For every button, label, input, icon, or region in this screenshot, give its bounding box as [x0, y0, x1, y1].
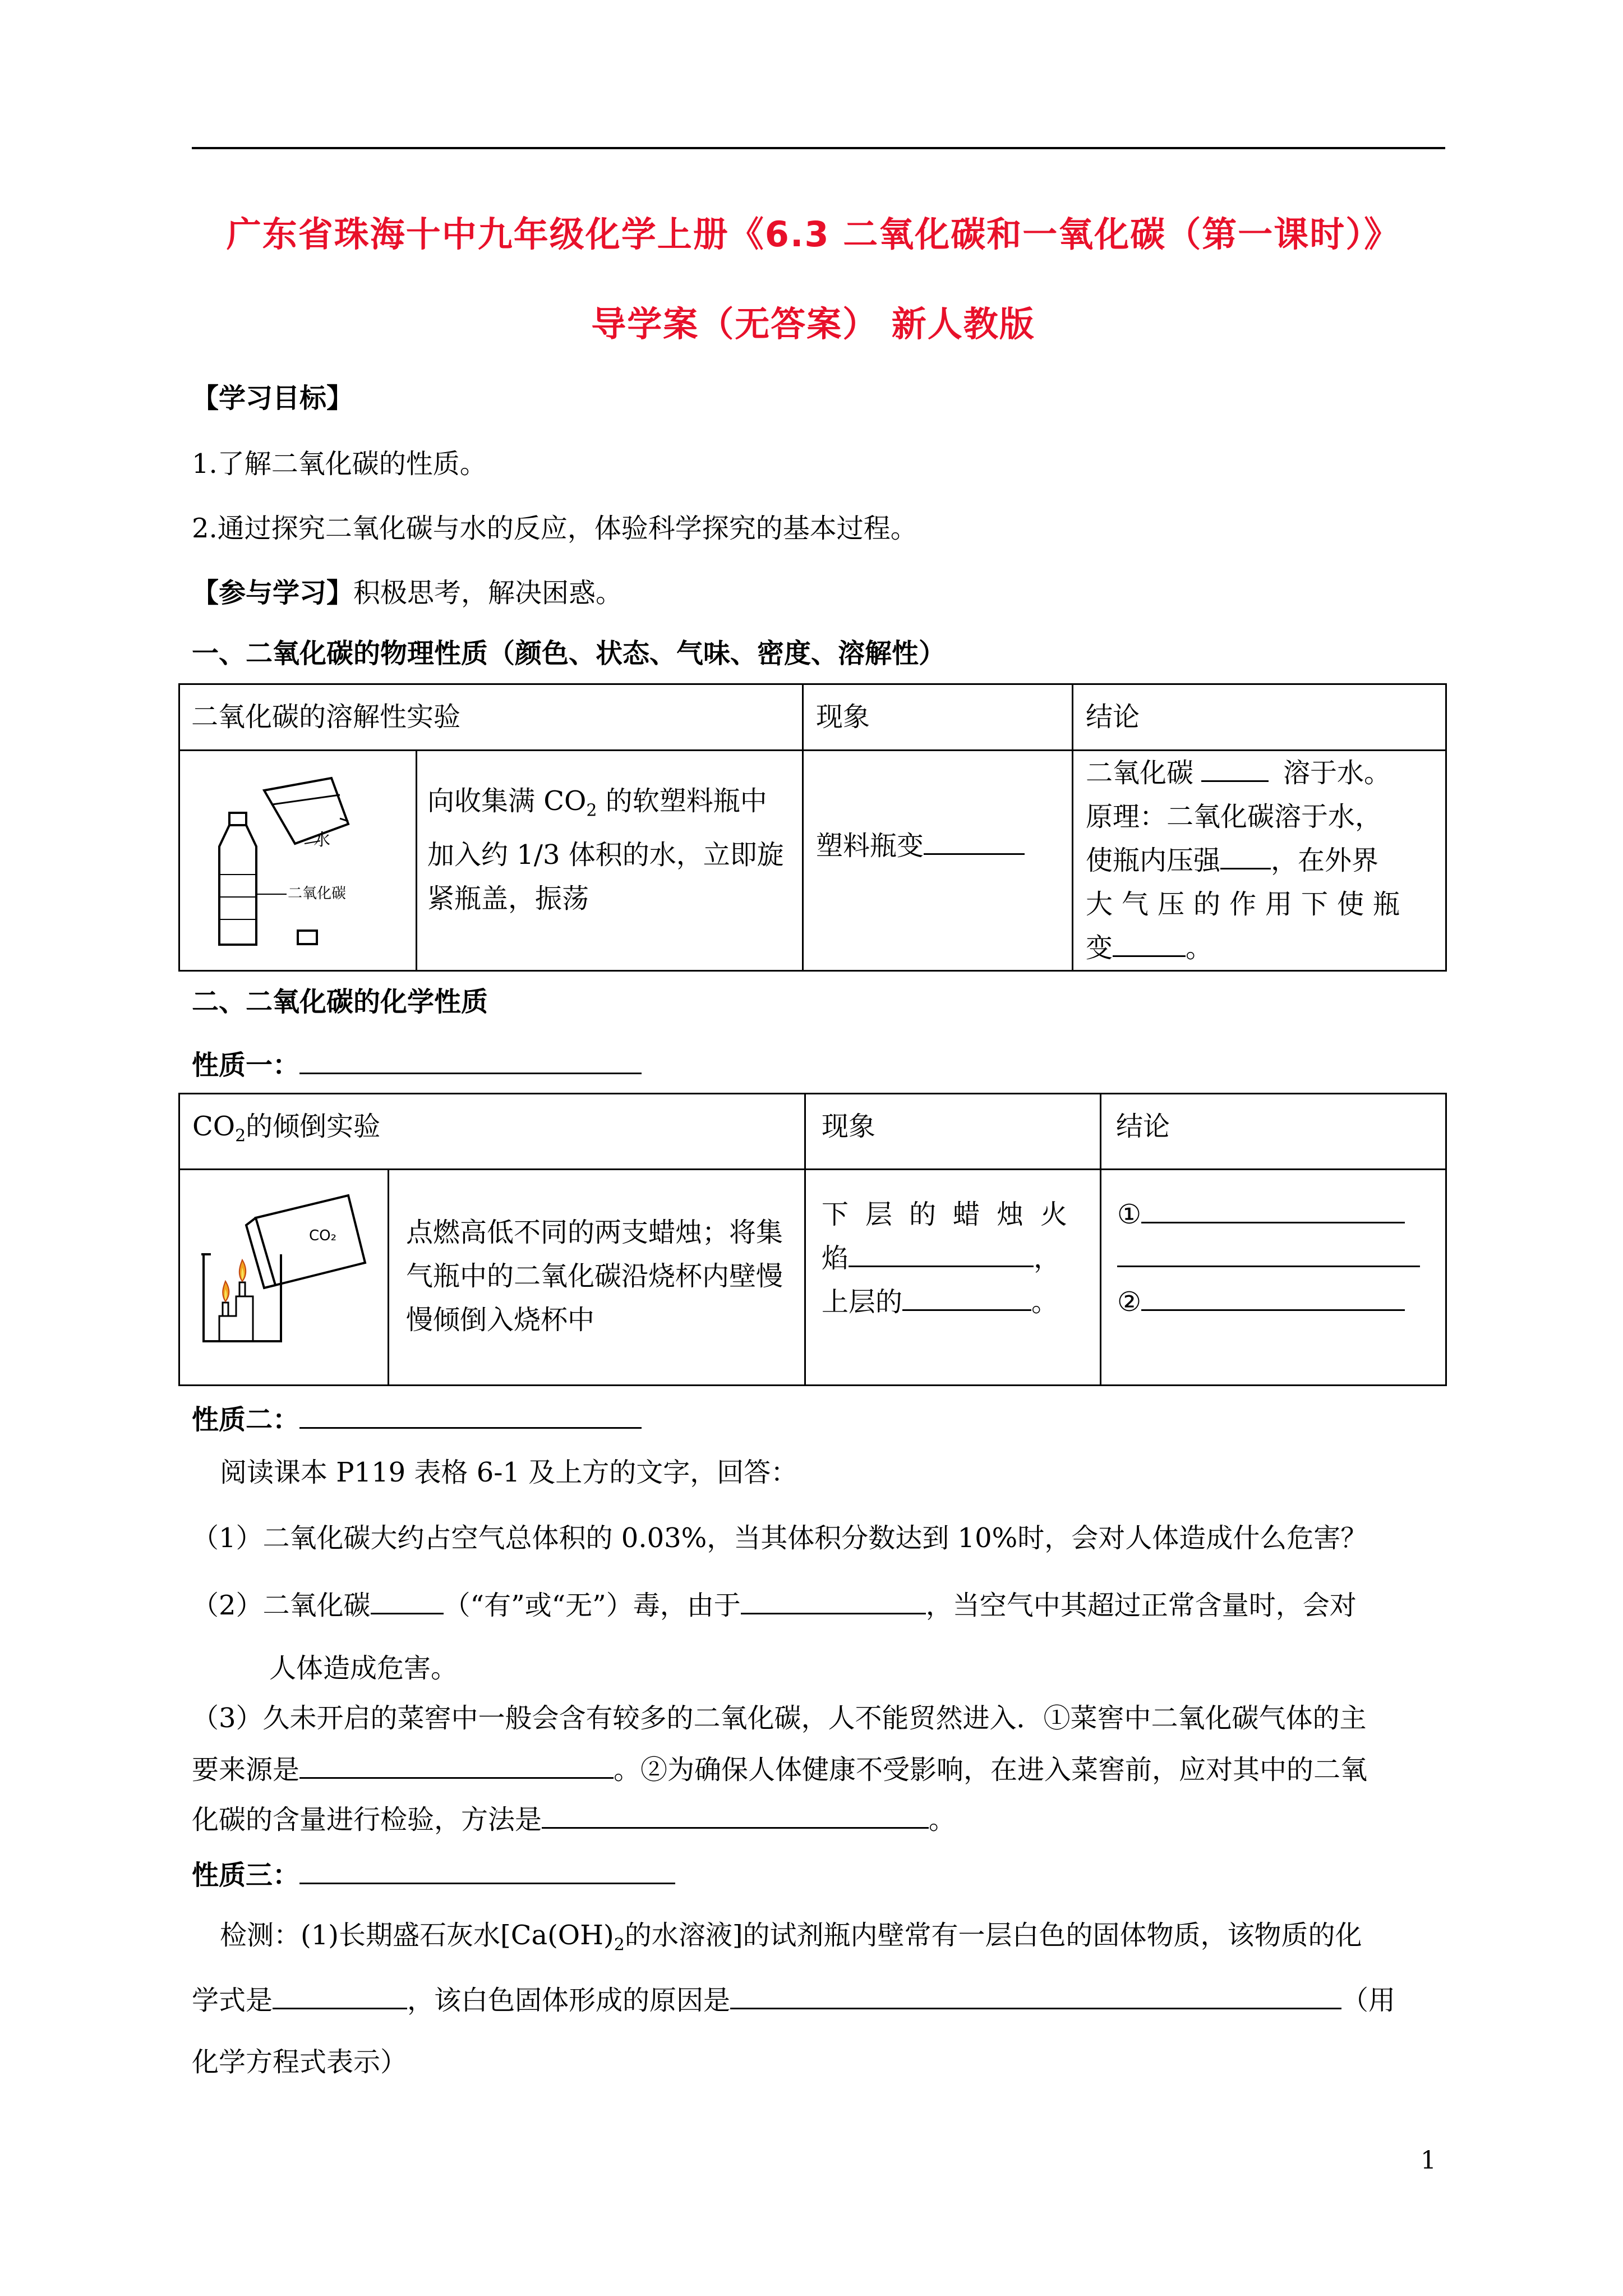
- title-line-1: 广东省珠海十中九年级化学上册《6.3 二氧化碳和一氧化碳（第一课时）》: [226, 214, 1400, 255]
- phenomenon-blank[interactable]: [924, 827, 1025, 855]
- read-instruction: 阅读课本 P119 表格 6-1 及上方的文字，回答：: [220, 1457, 798, 1488]
- property-1-blank[interactable]: [299, 1047, 642, 1074]
- table2-phenomenon: 下层的蜡烛火 焰 ， 上层的 。: [805, 1169, 1101, 1385]
- toxic-blank[interactable]: [371, 1587, 444, 1614]
- conclusion-1-blank-cont[interactable]: [1117, 1240, 1420, 1267]
- conclusion-2-blank[interactable]: [1141, 1283, 1405, 1311]
- test-method-blank[interactable]: [542, 1801, 929, 1829]
- bottle-figure-cell: [179, 751, 417, 971]
- question-3-line-1: （3）久未开启的菜窖中一般会含有较多的二氧化碳，人不能贸然进入．①菜窖中二氧化碳气体的主: [192, 1703, 1367, 1734]
- lower-flame-blank[interactable]: [849, 1240, 1034, 1267]
- table1-phenomenon: 塑料瓶变: [803, 751, 1073, 971]
- title-line-2: 导学案（无答案） 新人教版: [591, 303, 1035, 344]
- beaker-figure-cell: [179, 1169, 389, 1385]
- question-1: （1）二氧化碳大约占空气总体积的 0.03%，当其体积分数达到 10%时，会对人体造成什么危害？: [192, 1522, 1368, 1554]
- bottle-figure: [180, 751, 416, 964]
- co2-bottle-label: 二氧化碳: [288, 885, 347, 902]
- solubility-table: [178, 683, 1447, 972]
- property-2-blank[interactable]: [299, 1401, 642, 1429]
- table2-header-experiment: $CO_2$的倾倒实验: [179, 1094, 805, 1170]
- section2-heading: 二、二氧化碳的化学性质: [192, 986, 488, 1018]
- goal-item-2: 2.通过探究二氧化碳与水的反应，体验科学探究的基本过程。: [192, 513, 917, 544]
- water-label: 水: [313, 830, 330, 850]
- goals-heading: 【学习目标】: [192, 383, 354, 414]
- question-2-line-1: （2）二氧化碳 （“有”或“无”）毒，由于 ，当空气中其超过正常含量时，会对: [192, 1587, 1357, 1622]
- question-3-line-2: 要来源是 。②为确保人体健康不受影响，在进入菜窖前，应对其中的二氧: [192, 1751, 1367, 1787]
- detect-line-3: 化学方程式表示）: [192, 2046, 408, 2078]
- co2-jar-label: CO₂: [309, 1227, 337, 1244]
- header-rule: [192, 147, 1445, 149]
- cellar-source-blank[interactable]: [299, 1751, 614, 1779]
- table1-conclusion: 二氧化碳 溶于水。 原理：二氧化碳溶于水， 使瓶内压强 ，在外界 大气压的作用下使瓶 变 。: [1073, 751, 1446, 971]
- property-1-line: 性质一：: [192, 1047, 642, 1082]
- detect-line-1: 检测：(1)长期盛石灰水[$Ca(OH)_2$的水溶液]的试剂瓶内壁常有一层白色的固体物质，该物质的化: [220, 1920, 1362, 1955]
- question-3-line-3: 化碳的含量进行检验，方法是 。: [192, 1801, 956, 1837]
- pouring-table: [178, 1093, 1447, 1386]
- reason-blank[interactable]: [741, 1587, 926, 1614]
- table1-header-conclusion: 结论: [1073, 684, 1446, 751]
- section1-heading: 一、二氧化碳的物理性质（颜色、状态、气味、密度、溶解性）: [192, 638, 946, 669]
- detect-line-2: 学式是 ，该白色固体形成的原因是 （用: [192, 1982, 1395, 2017]
- question-2-line-2: 人体造成危害。: [269, 1653, 458, 1684]
- table1-procedure: 向收集满 $CO_2$ 的软塑料瓶中加入约 1/3 体积的水，立即旋紧瓶盖，振荡: [417, 751, 803, 971]
- table1-header-experiment: 二氧化碳的溶解性实验: [179, 684, 803, 751]
- participate-heading: 【参与学习】: [192, 577, 354, 609]
- goal-item-1: 1.了解二氧化碳的性质。: [192, 448, 487, 480]
- bottle-change-blank[interactable]: [1113, 930, 1186, 957]
- table2-header-conclusion: 结论: [1101, 1094, 1446, 1170]
- property-3-line: 性质三：: [192, 1857, 675, 1892]
- table2-procedure: 点燃高低不同的两支蜡烛；将集气瓶中的二氧化碳沿烧杯内壁慢慢倾倒入烧杯中: [389, 1169, 805, 1385]
- property-2-line: 性质二：: [192, 1401, 642, 1437]
- pressure-blank[interactable]: [1220, 842, 1271, 869]
- table2-header-phenomenon: 现象: [805, 1094, 1101, 1170]
- property-3-blank[interactable]: [299, 1857, 675, 1884]
- formula-blank[interactable]: [273, 1982, 407, 2009]
- table1-header-phenomenon: 现象: [803, 684, 1073, 751]
- table2-conclusion: ① ②: [1101, 1169, 1446, 1385]
- upper-flame-blank[interactable]: [902, 1283, 1031, 1311]
- page-number: 1: [1421, 2146, 1436, 2175]
- solubility-blank[interactable]: [1201, 754, 1269, 782]
- equation-blank[interactable]: [730, 1982, 1341, 2009]
- participate-line: [192, 576, 623, 610]
- conclusion-1-blank[interactable]: [1141, 1196, 1405, 1223]
- participate-text: 积极思考，解决困惑。: [353, 577, 623, 609]
- beaker-figure: [180, 1170, 388, 1382]
